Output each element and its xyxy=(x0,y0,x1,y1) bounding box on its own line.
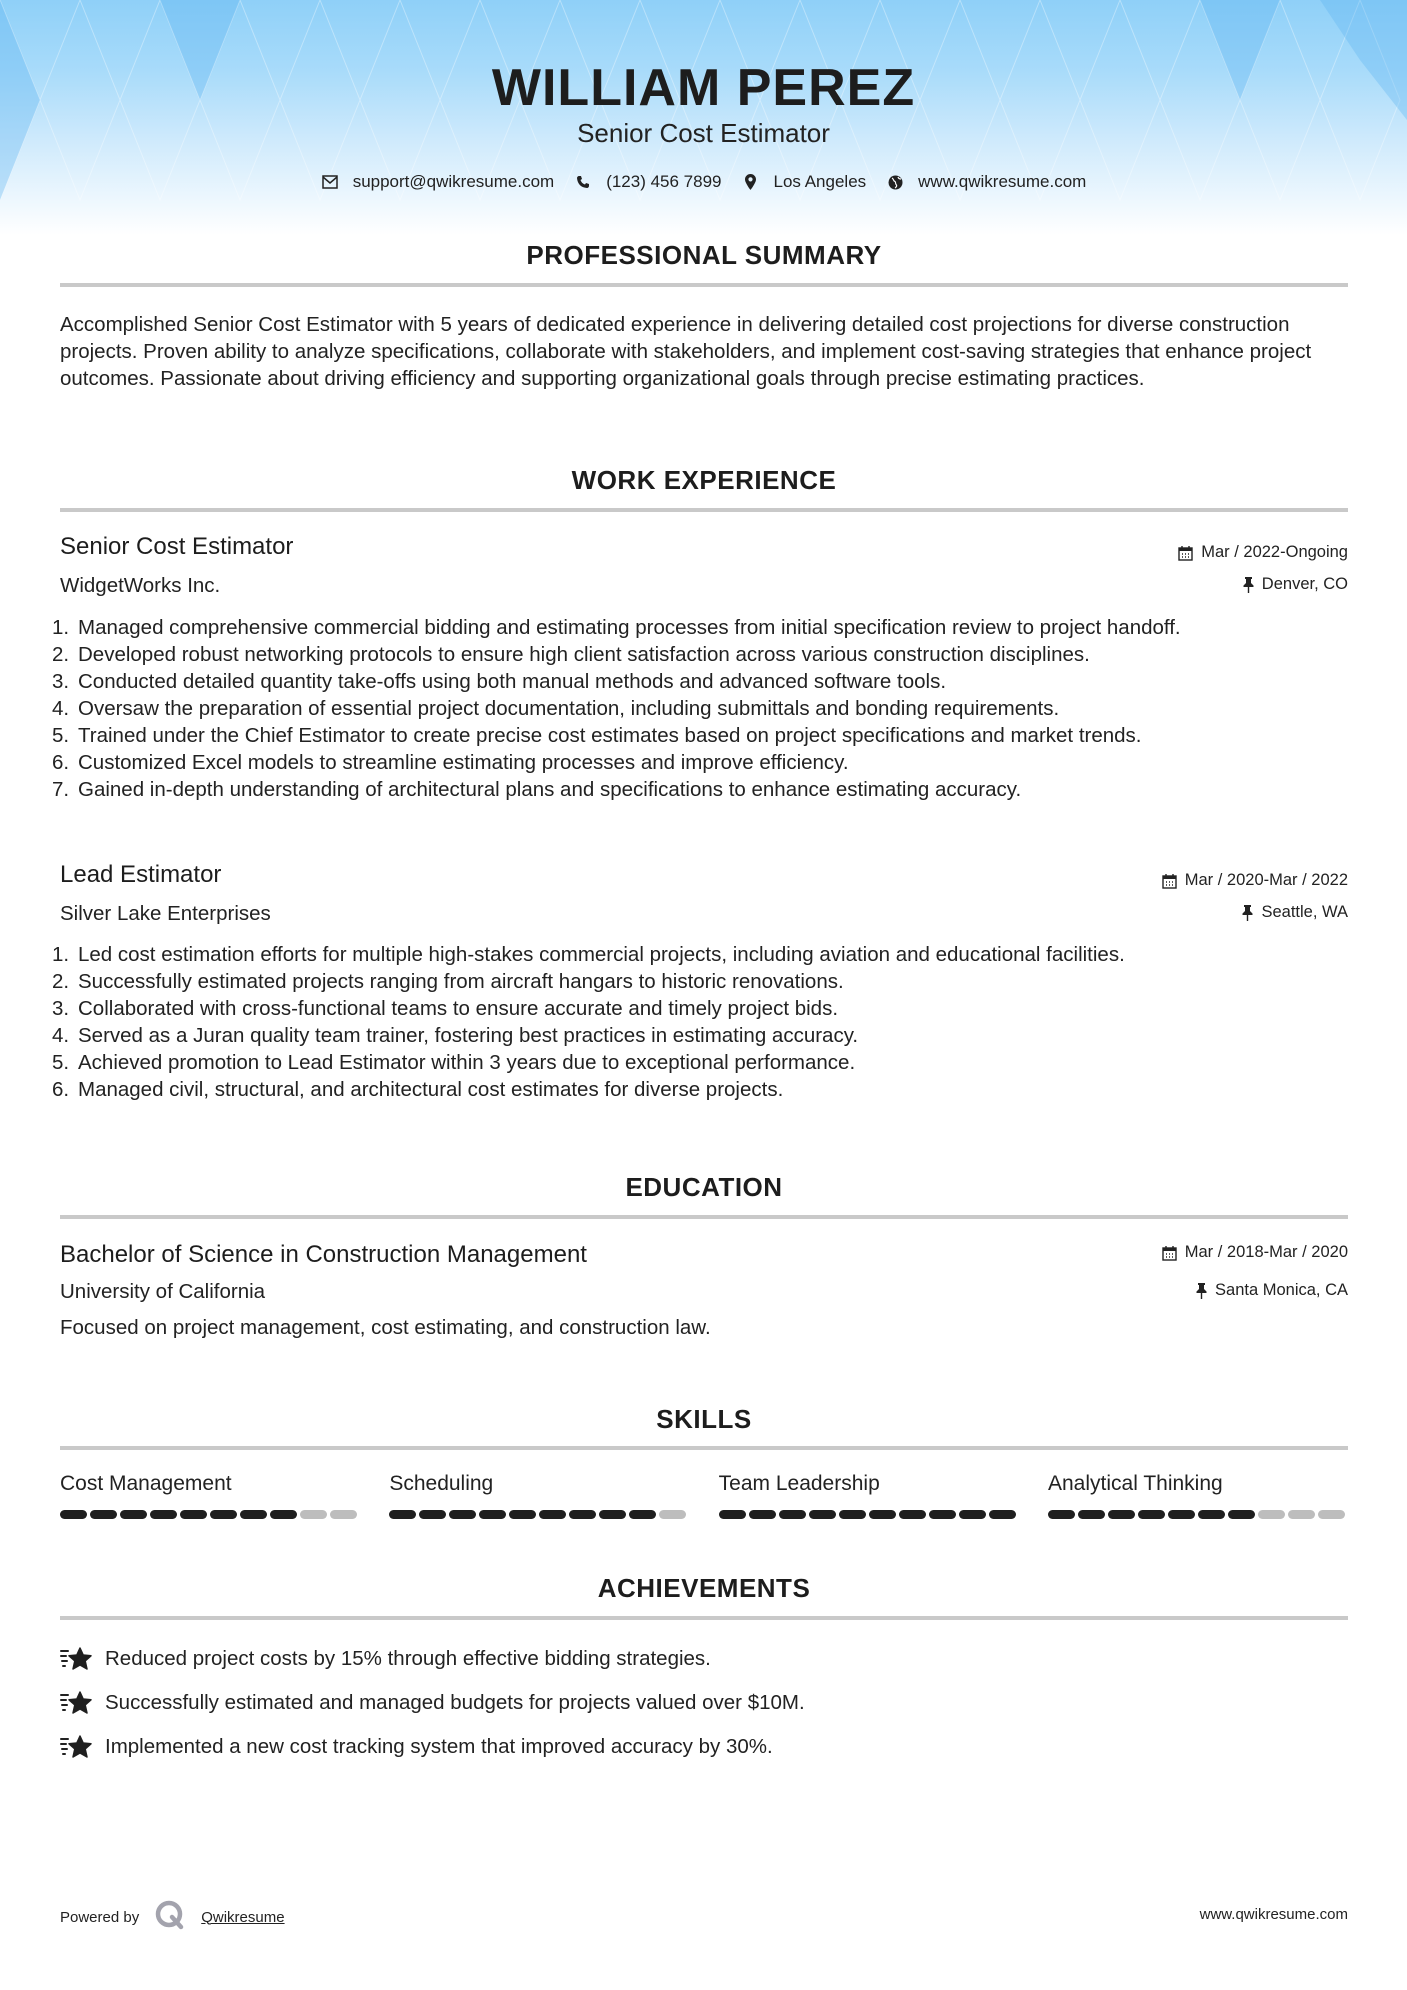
education-dates xyxy=(1162,1243,1348,1262)
skill-rating xyxy=(60,1510,360,1519)
rating-segment-filled xyxy=(1108,1510,1135,1519)
company-name: WidgetWorks Inc. xyxy=(60,574,221,597)
rating-segment-filled xyxy=(120,1510,147,1519)
rating-segment-empty xyxy=(659,1510,686,1519)
contact-email-text: support@qwikresume.com xyxy=(352,172,555,191)
job-responsibilities xyxy=(52,614,1352,803)
list-item: 4. Served as a Juran quality team trainer, fostering best practices in estimating accuracy. xyxy=(52,1024,859,1047)
summary-heading: PROFESSIONAL SUMMARY xyxy=(526,240,882,270)
star-award-icon xyxy=(60,1689,94,1717)
job-location-text: Seattle, WA xyxy=(1261,903,1348,921)
list-item: 7. Gained in-depth understanding of architectural plans and specifications to enhance estimating accuracy. xyxy=(52,778,1022,801)
rating-segment-filled xyxy=(959,1510,986,1519)
skill-name: Cost Management xyxy=(60,1472,232,1495)
skill-item xyxy=(1048,1472,1348,1519)
job-dates-text: Mar / 2022-Ongoing xyxy=(1201,543,1348,561)
rating-segment-filled xyxy=(839,1510,866,1519)
rating-segment-filled xyxy=(809,1510,836,1519)
footer-powered-by xyxy=(60,1900,285,1934)
summary-divider xyxy=(60,283,1348,287)
contact-location xyxy=(742,172,867,192)
candidate-title: Senior Cost Estimator xyxy=(577,118,830,148)
rating-segment-filled xyxy=(180,1510,207,1519)
envelope-icon xyxy=(321,173,339,191)
rating-segment-filled xyxy=(989,1510,1016,1519)
experience-divider xyxy=(60,508,1348,512)
skill-name: Analytical Thinking xyxy=(1047,1472,1223,1495)
skill-item xyxy=(60,1472,360,1519)
rating-segment-filled xyxy=(419,1510,446,1519)
skills-divider xyxy=(60,1446,1348,1450)
pushpin-icon xyxy=(1242,905,1253,921)
job-dates xyxy=(1162,871,1348,890)
rating-segment-filled xyxy=(869,1510,896,1519)
pushpin-icon xyxy=(1243,577,1254,593)
degree-title: Bachelor of Science in Construction Management xyxy=(60,1241,587,1268)
skills-heading: SKILLS xyxy=(656,1404,752,1434)
job-dates xyxy=(1178,543,1348,562)
skill-name: Team Leadership xyxy=(718,1472,880,1495)
job-responsibilities xyxy=(52,941,1352,1103)
rating-segment-filled xyxy=(1228,1510,1255,1519)
contact-website-text: www.qwikresume.com xyxy=(918,172,1087,191)
achievement-text: Successfully estimated and managed budgets for projects valued over $10M. xyxy=(105,1691,805,1714)
education-dates-text: Mar / 2018-Mar / 2020 xyxy=(1184,1243,1348,1261)
list-item: 3. Collaborated with cross-functional teams to ensure accurate and timely project bids. xyxy=(52,997,839,1020)
experience-heading: WORK EXPERIENCE xyxy=(571,465,837,495)
list-item: 1. Led cost estimation efforts for multiple high-stakes commercial projects, including aviation and educational facilities. xyxy=(52,943,1125,966)
achievement-item xyxy=(60,1645,711,1673)
achievement-item xyxy=(60,1733,773,1761)
contact-phone[interactable] xyxy=(574,172,721,192)
education-location xyxy=(1196,1281,1348,1300)
rating-segment-filled xyxy=(1138,1510,1165,1519)
rating-segment-empty xyxy=(1288,1510,1315,1519)
qwikresume-logo-icon xyxy=(155,1900,185,1934)
achievement-item xyxy=(60,1689,805,1717)
calendar-icon xyxy=(1178,545,1193,561)
contact-phone-text: (123) 456 7899 xyxy=(606,172,722,191)
powered-by-label: Powered by xyxy=(60,1908,140,1926)
list-item: 5. Achieved promotion to Lead Estimator within 3 years due to exceptional performance. xyxy=(52,1051,856,1074)
rating-segment-filled xyxy=(629,1510,656,1519)
footer-website[interactable]: www.qwikresume.com xyxy=(1199,1906,1348,1923)
rating-segment-filled xyxy=(479,1510,506,1519)
skill-rating xyxy=(719,1510,1019,1519)
rating-segment-filled xyxy=(899,1510,926,1519)
job-location xyxy=(1243,575,1348,594)
company-name: Silver Lake Enterprises xyxy=(60,902,271,925)
contact-bar xyxy=(0,172,1407,192)
rating-segment-filled xyxy=(1168,1510,1195,1519)
job-location xyxy=(1242,903,1348,922)
rating-segment-filled xyxy=(1198,1510,1225,1519)
rating-segment-filled xyxy=(1078,1510,1105,1519)
achievements-heading: ACHIEVEMENTS xyxy=(597,1573,811,1603)
education-location-text: Santa Monica, CA xyxy=(1215,1281,1348,1299)
achievement-text: Implemented a new cost tracking system that improved accuracy by 30%. xyxy=(105,1735,773,1758)
candidate-name: WILLIAM PEREZ xyxy=(491,59,916,117)
rating-segment-filled xyxy=(60,1510,87,1519)
rating-segment-filled xyxy=(150,1510,177,1519)
contact-website[interactable] xyxy=(886,172,1086,192)
education-description: Focused on project management, cost estimating, and construction law. xyxy=(60,1316,711,1339)
list-item: 2. Successfully estimated projects ranging from aircraft hangars to historic renovations. xyxy=(52,970,844,993)
rating-segment-filled xyxy=(270,1510,297,1519)
list-item: 4. Oversaw the preparation of essential project documentation, including submittals and bonding requirements. xyxy=(52,697,1060,720)
rating-segment-filled xyxy=(539,1510,566,1519)
contact-email[interactable] xyxy=(321,172,555,192)
rating-segment-empty xyxy=(330,1510,357,1519)
rating-segment-filled xyxy=(449,1510,476,1519)
rating-segment-empty xyxy=(300,1510,327,1519)
skills-list xyxy=(60,1472,1348,1519)
list-item: 2. Developed robust networking protocols to ensure high client satisfaction across various construction disciplines. xyxy=(52,643,1090,666)
skill-item xyxy=(389,1472,689,1519)
pushpin-icon xyxy=(1196,1283,1207,1299)
rating-segment-filled xyxy=(389,1510,416,1519)
contact-location-text: Los Angeles xyxy=(773,172,867,191)
rating-segment-filled xyxy=(779,1510,806,1519)
rating-segment-filled xyxy=(569,1510,596,1519)
skill-item xyxy=(719,1472,1019,1519)
list-item: 1. Managed comprehensive commercial bidding and estimating processes from initial specification review to project handoff. xyxy=(52,616,1181,639)
rating-segment-filled xyxy=(1048,1510,1075,1519)
map-marker-icon xyxy=(742,173,760,191)
skill-name: Scheduling xyxy=(389,1472,494,1495)
calendar-icon xyxy=(1162,1245,1177,1261)
list-item: 3. Conducted detailed quantity take-offs using both manual methods and advanced software tools. xyxy=(52,670,947,693)
globe-icon xyxy=(886,173,904,191)
education-divider xyxy=(60,1215,1348,1219)
job-title: Lead Estimator xyxy=(60,861,222,888)
job-location-text: Denver, CO xyxy=(1261,575,1348,593)
rating-segment-filled xyxy=(509,1510,536,1519)
summary-text: Accomplished Senior Cost Estimator with 5 years of dedicated experience in delivering detailed cost projections for diverse construction projects. Proven ability to analyze specifications, collaborate with stakeholders, and implement cost-saving strategies that enhance project outcomes. Passionate about driving efficiency and supporting organizational goals through precise estimating practices. xyxy=(60,313,1312,390)
rating-segment-filled xyxy=(240,1510,267,1519)
job-title: Senior Cost Estimator xyxy=(60,533,294,560)
phone-icon xyxy=(574,173,592,191)
education-heading: EDUCATION xyxy=(625,1172,783,1202)
qwikresume-link[interactable]: Qwikresume xyxy=(201,1908,285,1926)
rating-segment-filled xyxy=(210,1510,237,1519)
rating-segment-filled xyxy=(929,1510,956,1519)
achievements-divider xyxy=(60,1616,1348,1620)
rating-segment-filled xyxy=(719,1510,746,1519)
achievement-text: Reduced project costs by 15% through effective bidding strategies. xyxy=(105,1647,711,1670)
rating-segment-filled xyxy=(599,1510,626,1519)
school-name: University of California xyxy=(60,1280,266,1303)
rating-segment-empty xyxy=(1318,1510,1345,1519)
rating-segment-filled xyxy=(749,1510,776,1519)
star-award-icon xyxy=(60,1733,94,1761)
rating-segment-empty xyxy=(1258,1510,1285,1519)
list-item: 5. Trained under the Chief Estimator to create precise cost estimates based on project specifications and market trends. xyxy=(52,724,1142,747)
list-item: 6. Managed civil, structural, and architectural cost estimates for diverse projects. xyxy=(52,1078,784,1101)
rating-segment-filled xyxy=(90,1510,117,1519)
list-item: 6. Customized Excel models to streamline estimating processes and improve efficiency. xyxy=(52,751,849,774)
skill-rating xyxy=(1048,1510,1348,1519)
calendar-icon xyxy=(1162,873,1177,889)
skill-rating xyxy=(389,1510,689,1519)
star-award-icon xyxy=(60,1645,94,1673)
job-dates-text: Mar / 2020-Mar / 2022 xyxy=(1184,871,1348,889)
